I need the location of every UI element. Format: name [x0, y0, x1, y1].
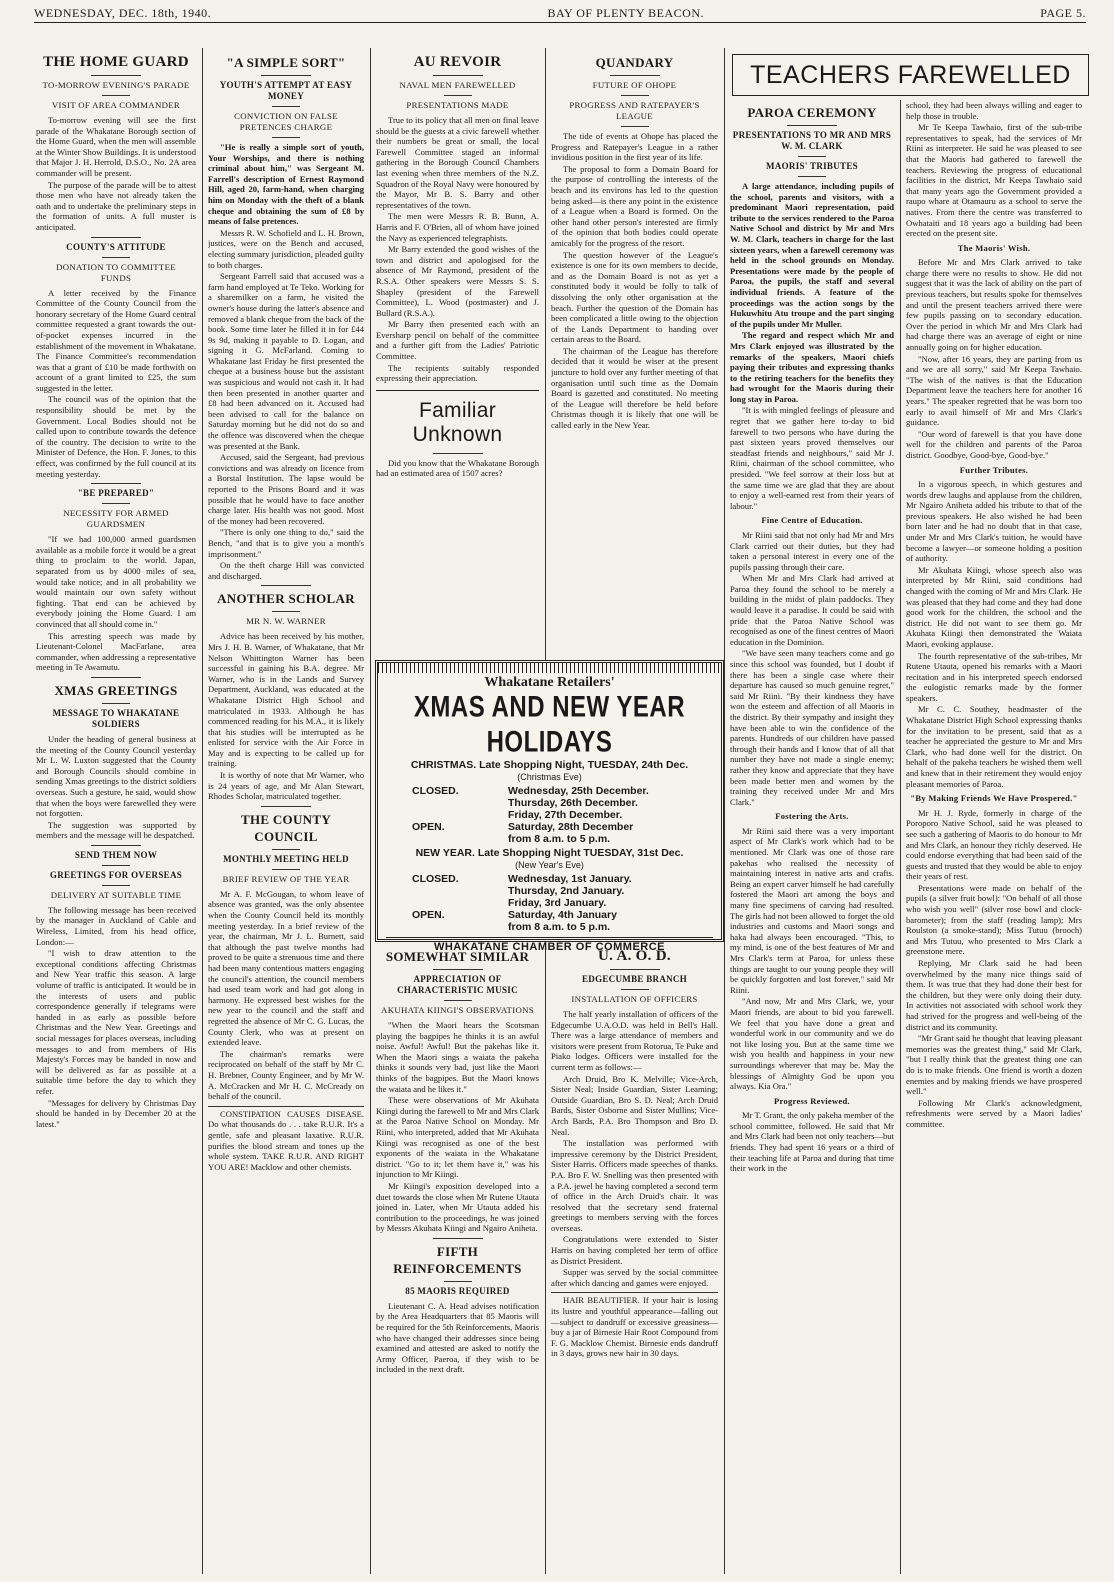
paragraph: Under the heading of general business at the meeting of the County Council yesterday Mr L. W. Luxton suggested that the County and Borough Councils should combine in sending Xmas greetings to the district soldiers overseas. Such a gesture, he said, would show that when the boys were farewelled they were not forgotten.: [36, 733, 196, 819]
section-heading: The Maoris' Wish.: [957, 242, 1031, 253]
paragraph: Did you know that the Whakatane Borough had an estimated area of 1507 acres?: [376, 457, 539, 479]
column-rule: [724, 48, 725, 1574]
retailers-holiday-ad: [375, 660, 724, 953]
column-4-top: [551, 50, 718, 654]
paragraph: Sergeant Farrell said that accused was a farm hand employed at Te Teko. Working for a sharemilker on a farm, he visited the owner's house during the latter's absence and removed a blank cheque from the back of the book. Some time later he filled it in for £44 9s 9d, making it payable to D. Logan, and signing it G. McFarland. Coming to Whakatane last Friday he first presented the cheque at a business house but the assistant was suspicious and would not cash it. It had then been presented in another quarter and £8 had been advanced on it. Accused had been advised to call for the balance on Saturday morning but he did not do so and the offence was discovered when the cheque was presented at the Bank.: [208, 271, 364, 451]
page-number: PAGE 5.: [1040, 6, 1086, 20]
column-4-bottom: [551, 944, 718, 1572]
ad-headline: XMAS AND NEW YEAR HOLIDAYS: [413, 690, 686, 759]
ad-title: Whakatane Retailers': [484, 675, 615, 690]
paragraph: Advice has been received by his mother, Mrs J. H. B. Warner, of Whakatane, that Mr Nelson Whittington Warner has been successful in gaining his B.A. degree. Mr Warner, who is in the Lands and Survey Department, Auckland, was educated at the Whakatane District High School and matriculated in 1933. Although he has commenced reading for his M.A., it is likely that his studies will be interrupted as he enlisted for service with the Air Force in May and is expecting to be called up for training.: [208, 631, 364, 769]
paragraph: "There is only one thing to do," said the Bench, "and that is to give you a month's imprisonment.": [208, 527, 364, 559]
paragraph: The council was of the opinion that the responsibility should be met by the Government. Local Bodies should not be called upon to contribute towards the defence of the country. The decision to write to the Minister of Defence, the Hon. F. Jones, to this effect, was confirmed by the full council at its meeting yesterday.: [36, 394, 196, 479]
paper-name: BAY OF PLENTY BEACON.: [547, 6, 704, 20]
paragraph: Mr Te Keepa Tawhaio, first of the sub-tribe representatives to speak, had the services of Mr Riini as interpreter. He said he was pleased to see that the Maoris had gathered to farewell the teachers. Reviewing the progress of educational facilities in the district, Mr Keepa Tawhaio said that many years ago the Government provided a raupo whare at Otamauru as a school to serve the natives. From there the centre was transferred to Owhataiti and 18 years ago a building had been erected on the present site.: [906, 122, 1082, 239]
headline: COUNTY'S ATTITUDE: [66, 241, 166, 252]
subheading: PRESENTATIONS MADE: [406, 100, 509, 110]
paragraph: Following Mr Clark's acknowledgment, refreshments were served by a Maori ladies' committee.: [906, 1097, 1082, 1129]
column-1: [36, 50, 196, 1570]
paragraph: Mr Riini said that not only had Mr and Mrs Clark carried out their duties, but they had taken a personal interest in every one of the pupils passing through their care.: [730, 529, 894, 572]
subheading: FUTURE OF OHOPE: [592, 80, 677, 90]
subheading: NAVAL MEN FAREWELLED: [399, 80, 516, 90]
subheading: CONVICTION ON FALSE PRETENCES CHARGE: [234, 111, 338, 132]
subheading: MR N. W. WARNER: [246, 616, 326, 627]
paragraph: On the theft charge Hill was convicted and discharged.: [208, 560, 364, 581]
headline: THE HOME GUARD: [43, 54, 189, 70]
column-rule: [202, 48, 203, 1574]
paragraph: Mr H. J. Ryde, formerly in charge of the Poroporo Native School, said he was pleased to see such a gathering of Maoris to do honour to Mr and Mrs Clark, an honour they richly deserved. He could endorse everything that had been said of the guests and trusted that they would be able to enjoy their years of rest.: [906, 807, 1082, 882]
subheading: NECESSITY FOR ARMED GUARDSMEN: [63, 508, 169, 530]
teachers-farewelled-banner: [732, 54, 1089, 96]
column-2: [208, 50, 364, 1570]
subheading: MESSAGE TO WHAKATANE SOLDIERS: [52, 707, 180, 729]
paragraph: True to its policy that all men on final leave should be the guests at a civic farewell whether their numbers be great or small, the local Farewell Committee staged an informal gathering in the Borough Council Chambers last evening when three members of the N.Z. Squadron of the Royal Navy were honoured by the Mayor, Mr B. S. Barry and other representatives of the town.: [376, 115, 539, 210]
headline: SEND THEM NOW: [74, 849, 158, 860]
subheading: VISIT OF AREA COMMANDER: [51, 100, 181, 110]
subheading: YOUTH'S ATTEMPT AT EASY MONEY: [219, 80, 353, 101]
paragraph: Mr Akuhata Kiingi, whose speech also was interpreted by Mr Riini, said conditions had changed with the coming of Mr and Mrs Clark. He was pleased that they had come and they had done good work for the children, the school and the district. He did not want to see them go. Mr Akuhata Kiingi then demonstrated the Waiata Maori, evoking applause.: [906, 564, 1082, 649]
subheading: PRESENTATIONS TO MR AND MRS W. M. CLARK: [732, 130, 892, 151]
paragraph: Mr A. F. McGougan, to whom leave of absence was granted, was the only absentee when the County Council held its monthly meeting yesterday. In a brief review of the year, the chairman, Mr J. L. Burnett, said that although the past twelve months had proved to be quite a strenuous time and there had been many contentious matters engaging the council's attention, the council members had used team work and had got along in harmony. He expressed best wishes for the new year to the council and the staff and regretted the absence of Mr C. G. Lucas, the County Clerk, who was at present on extended leave.: [208, 888, 364, 1048]
paragraph: school, they had been always willing and eager to help those in trouble.: [906, 100, 1082, 121]
paragraph: Replying, Mr Clark said he had been overwhelmed by the many nice things said of them. It was true that they had done their best for the children, but they were only doing their duty. In activities not associated with school work they had strived for the progress and well-being of the district and its community.: [906, 958, 1082, 1032]
subheading: INSTALLATION OF OFFICERS: [571, 994, 698, 1004]
paragraph: In a vigorous speech, in which gestures and words drew laughs and applause from the children, Mr Ngairo Aniheta added his tribute to that of the previous speakers. He also wished he had been born later and he had no doubt that in that case, under Mr and Mrs Clark's tuition, he would have become a lawyer—or someone holding a position of authority.: [906, 479, 1082, 564]
paragraph: "Messages for delivery by Christmas Day should be handed in by December 20 at the latest.": [36, 1097, 196, 1129]
paragraph: The suggestion was supported by members and the message will be despatched.: [36, 819, 196, 841]
paragraph: This arresting speech was made by Lieutenant-Colonel MacFarlane, area commander, when addressing a representative meeting in Te Awamutu.: [36, 630, 196, 673]
subheading: AKUHATA KIINGI'S OBSERVATIONS: [381, 1005, 534, 1015]
lead-paragraph: The regard and respect which Mr and Mrs Clark enjoyed was illustrated by the remarks of the speakers, Maori chiefs paying their tributes and expressing thanks to the retiring teachers for the benefits they had wrought for the Maoris during their long stay in Paroa.: [730, 330, 894, 404]
headline: ANOTHER SCHOLAR: [217, 591, 355, 607]
paragraph: The proposal to form a Domain Board for the purpose of controlling the interests of the beach and its environs has led to the question being asked—is there any point in the existence of a League when a Board is formed. On the other hand other person's interested are firmly of the opinion that both bodies could operate amicably for the progress of the resort.: [551, 163, 718, 248]
paragraph: "When the Maori hears the Scotsman playing the bagpipes he thinks it is an awful noise. Awful! Awful! But the pakehas like it. When the Maori sings a waiata the pakeha thinks it sounds very bad, just like the Maori thinks of the bagpipes. But the Maori knows the waiata and he likes it.": [376, 1020, 539, 1094]
paragraph: Messrs R. W. Schofield and L. H. Brown, justices, were on the Bench and accused, electing summary jurisdiction, pleaded guilty to both charges.: [208, 227, 364, 270]
subheading: MAORIS' TRIBUTES: [766, 161, 858, 171]
paragraph: "We have seen many teachers come and go since this school was founded, but I doubt if there has been a single case where their departure has caused so much genuine regret," said Mr Riini. "By their kindness they have won the esteem and affection of all Maoris in the district. By their sympathy and insight they have been able to win the confidence of the parents. Hundreds of our children have passed through their hands and I know that of all that number they have not made a single enemy; rather they know and appreciate that they have been made better men and women by the training they received under Mr and Mrs Clark.": [730, 648, 894, 807]
paragraph: The purpose of the parade will be to attest those men who have not already taken the oath and to undertake the preliminary steps in the formation of units. A full muster is anticipated.: [36, 179, 196, 232]
paragraph: "If we had 100,000 armed guardsmen available as a mobile force it would be a great thing to proclaim to the world. Japan, separated from us by 4000 miles of sea, would take notice; and in all probability we would maintain our own safety without fighting. That end can be achieved by everybody joining the Home Guard. I am convinced that all should come in.": [36, 534, 196, 629]
paragraph: Mr Riini said there was a very important aspect of Mr Clark's work which had to be mentioned. Mr Clark was one of those rare pakehas who realised the necessity of maintaining interest in native arts and crafts. Being an expert carver himself he had carefully fostered the Maori art among the boys and many fine specimens of carving had resulted. The girls had not been allowed to forget the old industries and customs and Maori songs and haka had always been encouraged. "This, to my mind, is one of the best features of Mr and Mrs Clark's term at Paroa, for unless these things are taught to our young people they will be quickly forgotten and lost forever," said Mr Riini.: [730, 825, 894, 995]
ad-newyear-line: NEW YEAR. Late Shopping Night TUESDAY, 31st Dec. (New Year's Eve): [415, 847, 684, 870]
paragraph: Mr C. C. Southey, headmaster of the Whakatane District High School expressing thanks for the invitation to be present, said that as a teacher he appreciated the gesture to Mr and Mrs Clark, who had done well for the district. On behalf of the pakeha teachers he wished them well and knew that in their retirement they would enjoy pleasant memories of Paroa.: [906, 704, 1082, 789]
paragraph: To-morrow evening will see the first parade of the Whakatane Borough section of the Home Guard, when the men will assemble at the Winter Show Buildings. It is understood that Major J. H. Herrold, D.S.O., No. 2A area commander will be present.: [36, 115, 196, 178]
column-rule: [900, 100, 901, 1574]
paragraph: The question however of the League's existence is one for its own members to decide, and as the Domain Board is not as yet a constituted body it would be folly to talk of dissolving the only other organisation at the beach. Further the question of the Domain has been complicated a little owing to the objection of the Lands Department to handing over certain areas to the Board.: [551, 249, 718, 345]
paragraph: The following message has been received by the manager in Auckland of Cable and Wireless, Limited, from his head office, London:—: [36, 904, 196, 947]
paragraph: These were observations of Mr Akuhata Kiingi during the farewell to Mr and Mrs Clark at the Paroa Native School on Monday. Mr Riini, who interpreted, added that Mr Akuhata Kiingi was recognised as one of the best exponents of the waiata in the Whakatane district. "Go to it; let them have it," was his injunction to Mr Kiingi.: [376, 1095, 539, 1180]
section-heading: Further Tributes.: [959, 464, 1029, 475]
headline: "BE PREPARED": [77, 488, 155, 499]
paragraph: "Mr Grant said he thought that leaving pleasant memories was the greatest thing," said Mr Clark, "but I really think that the greatest thing one can do is to make friends. One friend is worth a dozen enemies and by making friends we have prospered well.": [906, 1033, 1082, 1097]
headline: FIFTH REINFORCEMENTS: [393, 1243, 522, 1276]
paragraph: "Now, after 16 years, they are parting from us and we are all sorry," said Mr Keepa Tawhaio. "The wish of the natives is that the Education Department leave the teachers here for another 16 years." The speaker regretted that he was born too early to avail himself of Mr and Mrs Clark's guidance.: [906, 353, 1082, 428]
paragraph: A letter received by the Finance Committee of the County Council from the honorary secretary of the Home Guard central committee requested a grant towards the out-of-pocket expenses incurred in the establishment of the movement in Whakatane. The Finance Committee's recommendation was that a grant of £10 be made forthwith on account of a grant limited to £25, the sum suggested in the letter.: [36, 287, 196, 393]
headline: Familiar Unknown: [412, 398, 503, 446]
subheading: EDGECUMBE BRANCH: [581, 974, 688, 984]
paragraph: "Our word of farewell is that you have done well for the children and parents of the Paroa district. Goodbye, Good-bye, Good-bye.": [906, 428, 1082, 460]
paragraph: Mr T. Grant, the only pakeha member of the school committee, followed. He said that Mr and Mrs Clark had been not only teachers—but friends. They had spent 16 years or a third of their teaching life at Paroa and during that time their work in the: [730, 1110, 894, 1174]
paragraph: Before Mr and Mrs Clark arrived to take charge there were no results to show. He did not suggest that it was the lack of ability on the part of previous teachers, but results spoke for themselves and until the present teachers arrived there were few pupils passing on to secondary education. Over the period in which Mr and Mrs Clark had had charge there was an average of eight or nine annually going on for higher education.: [906, 257, 1082, 352]
ad-christmas-table: CLOSED. Wednesday, 25th December. Thursday, 26th December. Friday, 27th December. OPEN. Saturday, 28th December from 8 a.m. to 5 p.m.: [412, 785, 649, 845]
paragraph: Mr Barry then presented each with an Eversharp pencil on behalf of the committee and a further gift from the Ladies' Patriotic Committee.: [376, 319, 539, 362]
paragraph: The installation was performed with impressive ceremony by the District President, Sister Harris. Officers made speeches of thanks. P.A. Bro F. W. Snelling was then presented with a P.A. jewel he having completed a second term of office in the Arch Druid's chair. It was resolved that the secretary send fraternal greetings to members serving with the forces overseas.: [551, 1138, 718, 1233]
ad-footer: WHAKATANE CHAMBER OF COMMERCE: [386, 937, 713, 953]
paragraph: "It is with mingled feelings of pleasure and regret that we gather here to-day to bid farewell to two persons who have during the past sixteen years proved themselves our steadfast friends and neighbours," said Mr J. Riini, chairman of the school committee, who presided. "We feel sorrow at their loss but at the same time we are glad that they are about to enjoy a well-earned rest from their years of labour.": [730, 405, 894, 511]
paragraph: Mr Barry extended the good wishes of the town and district and apologised for the absence of Mr Raymond, president of the R.S.A. Other speakers were Messrs S. S. Shapley (president of the Farewell Committee), L. Wood (postmaster) and J. Bullard (R.S.A.).: [376, 244, 539, 318]
ad-christmas-line: CHRISTMAS. Late Shopping Night, TUESDAY, 24th Dec. (Christmas Eve): [410, 759, 689, 782]
paragraph: The tide of events at Ohope has placed the Progress and Ratepayer's League in a rather invidious position in the first year of its life.: [551, 131, 718, 163]
headline: SOMEWHAT SIMILAR: [385, 949, 530, 964]
advertisement: HAIR BEAUTIFIER. If your hair is losing its lustre and youthful appearance—falling out—subject to dandruff or excessive greasiness—buy a jar of Birnesie Hair Root Compound from F. G. Macklow Chemist. Birnesie ends dandruff in 3 days, grows new hair in 30 days.: [551, 1295, 718, 1359]
lead-paragraph: A large attendance, including pupils of the school, parents and visitors, with a predominant Maori representation, paid tribute to the services rendered to the Paroa Native School and district by Mr and Mrs W. M. Clark, teachers in charge for the last sixteen years, when a farewell ceremony was held in the school grounds on Monday. Presentations were made by the people of Paroa, the pupils, the staff and several individual friends. A feature of the proceedings was the action songs by the Hukuwhitu Atu troupe and the part singing of the pupils under Mr Muller.: [730, 181, 894, 329]
subheading: TO-MORROW EVENING'S PARADE: [42, 80, 190, 90]
subheading: PROGRESS AND RATEPAYER'S LEAGUE: [569, 100, 700, 121]
column-5: [730, 100, 894, 1572]
headline: U. A. O. D.: [598, 948, 671, 964]
paragraph: The men were Messrs R. B. Bunn, A. Harris and F. O'Brien, all of whom have joined the Navy as experienced telegraphists.: [376, 211, 539, 243]
paragraph: Accused, said the Sergeant, had previous convictions and was already on licence from a Borstal Institution. The lapse would be reported to the Prisons Board and it was possible that he would have to face another charge later. His health was not good. Most of the money had been recovered.: [208, 452, 364, 526]
subheading: BRIEF REVIEW OF THE YEAR: [222, 873, 350, 884]
subheading: APPRECIATION OF CHARACTERISTIC MUSIC: [397, 974, 518, 995]
headline: XMAS GREETINGS: [54, 682, 178, 698]
advertisement: CONSTIPATION CAUSES DISEASE. Do what thousands do . . . take R.U.R. It's a gentle, safe and pleasant laxative. R.U.R. purifies the blood stream and tones up the whole system. TAKE R.U.R. AND RIGHT YOU ARE! Macklow and other chemists.: [208, 1108, 364, 1172]
section-heading: Progress Reviewed.: [774, 1095, 850, 1106]
paragraph: Mr Kiingi's exposition developed into a duet towards the close when Mr Rutene Utauta joined in. Later, when Mr Utauta added his contribution to the proceedings, he was joined by Messrs Akuhata Kiingi and Ngairo Aniheta.: [376, 1180, 539, 1234]
subheading: GREETINGS FOR OVERSEAS: [49, 869, 183, 880]
paragraph: The recipients suitably responded expressing their appreciation.: [376, 362, 539, 384]
paragraph: The half yearly installation of officers of the Edgecumbe U.A.O.D. was held in Bell's Hall. There was a large attendance of members and visitors were present from Rotorua, Te Puke and Piako lodges. Officers were installed for the current term as follows:—: [551, 1009, 718, 1072]
banner-headline: TEACHERS FAREWELLED: [750, 61, 1071, 89]
column-3-bottom: [376, 944, 539, 1572]
column-3-top: [376, 50, 539, 654]
subheading: DONATION TO COMMITTEE FUNDS: [56, 261, 176, 283]
section-heading: Fostering the Arts.: [775, 811, 849, 822]
subheading: DELIVERY AT SUITABLE TIME: [50, 889, 182, 900]
column-rule: [370, 48, 371, 1574]
column-6: [906, 100, 1082, 1572]
ad-newyear-table: CLOSED. Wednesday, 1st January. Thursday, 2nd January. Friday, 3rd January. OPEN. Saturday, 4th January from 8 a.m. to 5 p.m.: [412, 873, 632, 933]
subheading: MONTHLY MEETING HELD: [223, 853, 349, 864]
paragraph: Arch Druid, Bro K. Melville; Vice-Arch, Sister Neal; Inside Guardian, Sister Leaming; Outside Guardian, Bro S. D. Neal; Arch Druid Bards, Sister Osborne and Sister Mullins; Vice-Arch Bards, P.A. Bro Thompson and Bro D. Neal.: [551, 1073, 718, 1137]
headline: QUANDARY: [595, 55, 674, 70]
paragraph: Supper was served by the social committee after which dancing and games were enjoyed.: [551, 1267, 718, 1288]
paragraph: The chairman of the League has therefore decided that it would be wiser at the present juncture to hold over any further meeting of that organisation until such time as the Domain Board is gazetted and constituted. No meeting of the League will therefore be held before Christmas though it is likely that one will be called early in the New Year.: [551, 345, 718, 431]
paragraph: "And now, Mr and Mrs Clark, we, your Maori friends, are about to bid you farewell. We feel that you have done a great and wonderful work in our community and we do not like losing you. But at the same time we wish you health and happiness in your new surroundings wherever that may be. May the blessings of Almighty God be upon you always. Kia Ora.": [730, 996, 894, 1092]
masthead: [34, 6, 1086, 23]
section-heading: "By Making Friends We Have Prospered.": [910, 793, 1078, 804]
paragraph: The chairman's remarks were reciprocated on behalf of the staff by Mr C. H. Brebner, County Engineer, and by Mr W. A. McCracken and Mr H. C. McCready on behalf of the council.: [208, 1048, 364, 1102]
paragraph: "I wish to draw attention to the exceptional conditions affecting Christmas and New Year traffic this season. A large volume of traffic is anticipated. It would be in the interests of users and public correspondence generally if telegrams were handed in as early as possible before Christmas and the New Year. Greetings and social messages for places overseas, including messages to and from members of His Majesty's Forces may be handed in now and will be delivered as far as possible at a suitable time before the day to which they refer.: [36, 948, 196, 1096]
section-heading: Fine Centre of Education.: [761, 515, 863, 526]
headline: AU REVOIR: [413, 54, 502, 70]
paragraph: The fourth representative of the sub-tribes, Mr Rutene Utauta, opened his remarks with a Maori recitation and in his interpreted speech endorsed the eulogistic remarks made by the former speakers.: [906, 650, 1082, 703]
subheading: 85 MAORIS REQUIRED: [405, 1285, 510, 1296]
paragraph: Lieutenant C. A. Head advises notification by the Area Headquarters that 85 Maoris will be required for the 5th Reinforcements, Maoris who have changed their addresses since being examined and attested are asked to notify the Army Officer, Paeroa, if they wish to be included in the next draft.: [376, 1300, 539, 1375]
paragraph: It is worthy of note that Mr Warner, who is 24 years of age, and Mr Alan Stewart, Rhodes Scholar, matriculated together.: [208, 770, 364, 802]
issue-date: WEDNESDAY, DEC. 18th, 1940.: [34, 6, 212, 20]
paragraph: Presentations were made on behalf of the pupils (a silver fruit bowl): "On behalf of all those who wish you well" (silver rose bowl and clock-barometer); from the staff (reading lamp); Mrs Roulston (a smoke-stand); Miss Tutuu (brooch) and Mrs Tutuu, who presented to Mrs Clark a greenstone mere.: [906, 882, 1082, 957]
headline: PAROA CEREMONY: [747, 105, 877, 120]
paragraph: When Mr and Mrs Clark had arrived at Paroa they found the school to be merely a building in the midst of plain paddocks. They would leave it a paradise. It could be said with pride that the Paroa Native School was recognised as one of the finest centres of Maori education in the Dominion.: [730, 573, 894, 647]
paragraph: Congratulations were extended to Sister Harris on having completed her term of office as District President.: [551, 1234, 718, 1266]
lead-paragraph: "He is really a simple sort of youth, Your Worships, and there is nothing criminal about him," was Sergeant M. Farrell's description of Ernest Raymond Hill, aged 20, farm-hand, when charging him on Monday with the theft of a blank cheque and obtaining the sum of £8 by means of false pretences.: [208, 142, 364, 227]
headline: THE COUNTY COUNCIL: [240, 811, 332, 844]
headline: "A SIMPLE SORT": [226, 55, 346, 70]
